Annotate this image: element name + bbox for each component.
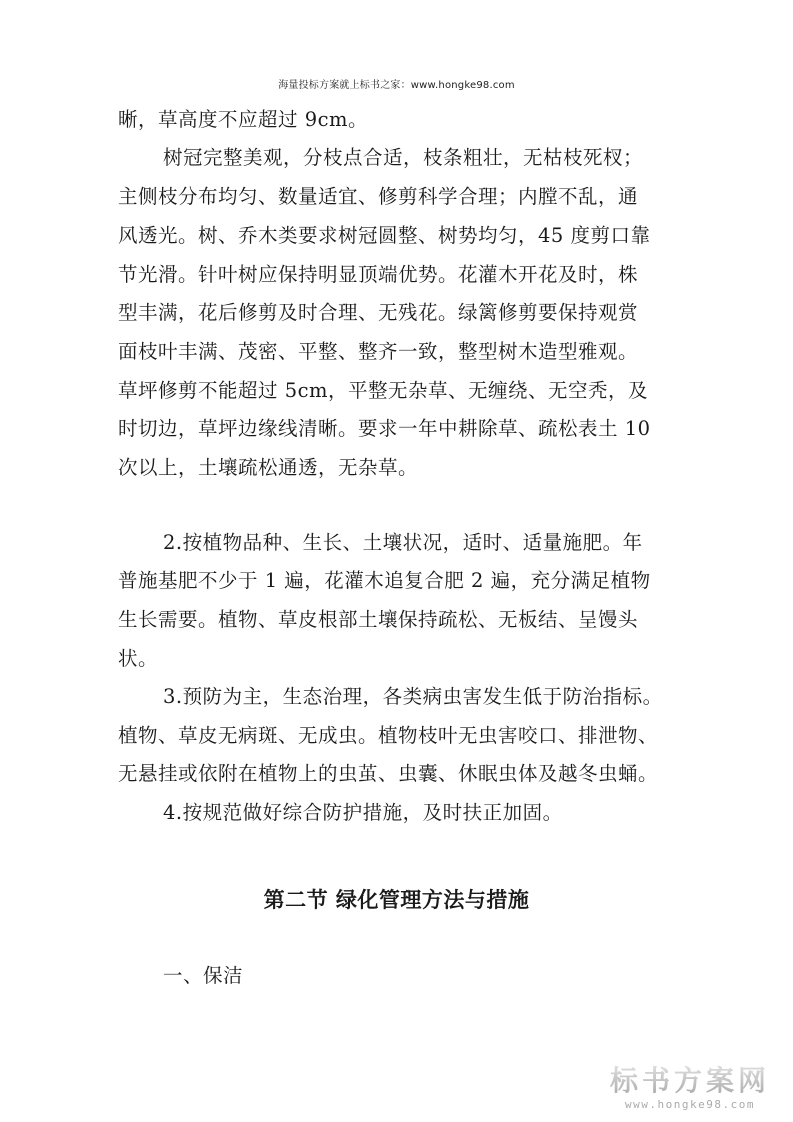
paragraph-line: 树冠完整美观，分枝点合适，枝条粗壮，无枯枝死杈； (163, 146, 644, 169)
paragraph-line: 面枝叶丰满、茂密、平整、整齐一致，整型树木造型雅观。 (118, 340, 639, 363)
paragraph-line: 草坪修剪不能超过 5cm，平整无杂草、无缠绕、无空秃，及 (118, 379, 649, 402)
section-title: 第二节 绿化管理方法与措施 (263, 888, 530, 912)
subsection-heading: 一、保洁 (163, 964, 244, 987)
paragraph-line: 风透光。树、乔木类要求树冠圆整、树势均匀，45 度剪口靠 (118, 224, 651, 247)
paragraph-line: 型丰满，花后修剪及时合理、无残花。绿篱修剪要保持观赏 (118, 301, 639, 324)
paragraph-line: 无悬挂或依附在植物上的虫茧、虫囊、休眠虫体及越冬虫蛹。 (118, 762, 659, 785)
paragraph-line: 状。 (118, 647, 159, 670)
paragraph-line: 次以上，土壤疏松通透，无杂草。 (118, 456, 419, 479)
paragraph-line: 植物、草皮无病斑、无成虫。植物枝叶无虫害咬口、排泄物、 (118, 724, 659, 747)
watermark-logo-text: 标书方案网 (601, 1064, 779, 1098)
paragraph-line: 3.预防为主，生态治理，各类病虫害发生低于防治指标。 (163, 685, 663, 708)
watermark (601, 1064, 779, 1112)
paragraph-line: 2.按植物品种、生长、土壤状况，适时、适量施肥。年 (163, 531, 643, 554)
paragraph-line: 生长需要。植物、草皮根部土壤保持疏松、无板结、呈馒头 (118, 608, 639, 631)
paragraph-line: 主侧枝分布均匀、数量适宜、修剪科学合理；内膛不乱，通 (118, 185, 639, 208)
paragraph-line: 4.按规范做好综合防护措施，及时扶正加固。 (163, 801, 563, 824)
page-header: 海量投标方案就上标书之家：www.hongke98.com (278, 80, 515, 91)
paragraph-line: 普施基肥不少于 1 遍，花灌木追复合肥 2 遍，充分满足植物 (118, 569, 651, 592)
paragraph-line: 晰，草高度不应超过 9cm。 (118, 108, 369, 131)
watermark-url: www.hongke98.com (625, 1098, 755, 1111)
paragraph-line: 节光滑。针叶树应保持明显顶端优势。花灌木开花及时，株 (118, 263, 639, 286)
paragraph-line: 时切边，草坪边缘线清晰。要求一年中耕除草、疏松表土 10 (118, 417, 651, 440)
